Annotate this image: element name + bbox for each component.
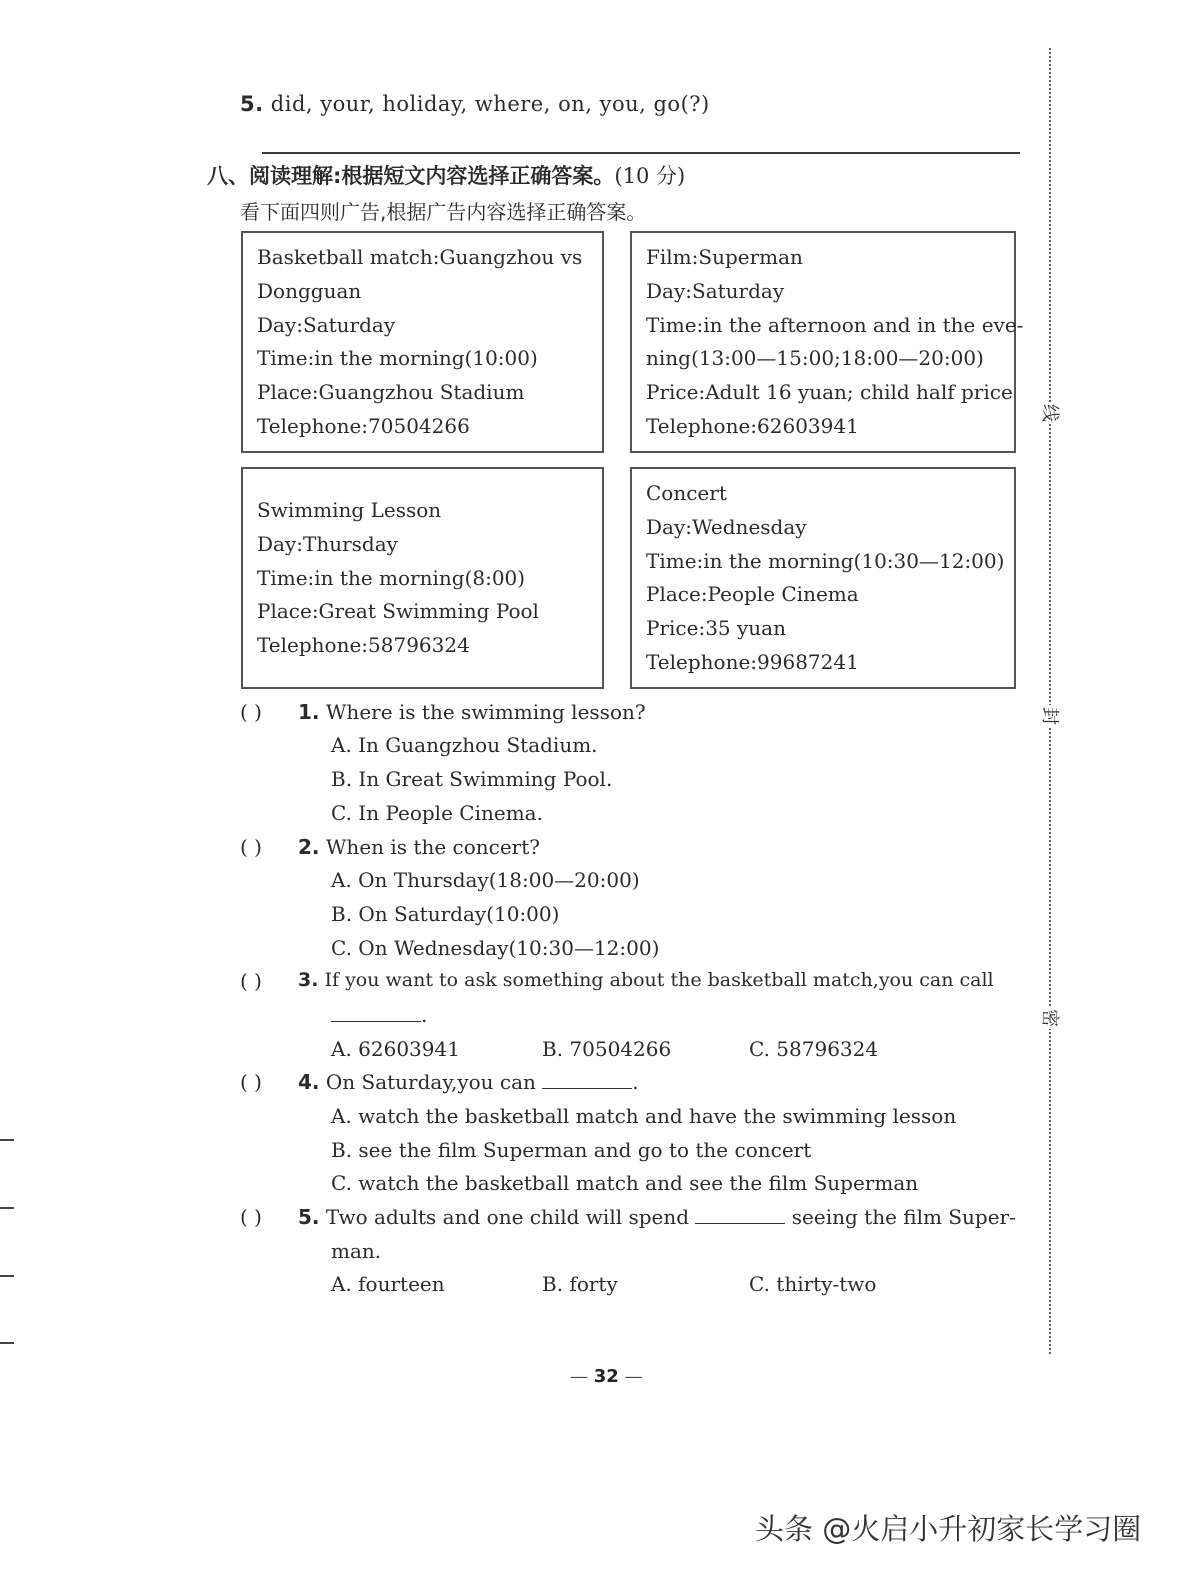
- ad-basketball: [241, 231, 604, 453]
- option-b: B. In Great Swimming Pool.: [331, 767, 613, 791]
- ad-film: [630, 231, 1024, 453]
- page-number: [570, 1366, 643, 1387]
- ad-line: Dongguan: [257, 278, 362, 303]
- question-text: On Saturday,you can: [325, 1070, 536, 1094]
- ad-line: Day:Thursday: [257, 531, 398, 556]
- question-text: When is the concert?: [325, 835, 540, 859]
- question-text: Where is the swimming lesson?: [325, 700, 646, 724]
- answer-bracket[interactable]: ( ): [240, 700, 262, 724]
- option-a: A. 62603941: [331, 1037, 460, 1061]
- question-text: If you want to ask something about the basketball match,you can call: [324, 969, 994, 991]
- option-a: A. fourteen: [331, 1272, 445, 1296]
- question-number: 5.: [298, 1205, 320, 1229]
- binding-char-secret: 密: [1038, 1007, 1064, 1029]
- ad-line: Swimming Lesson: [257, 498, 442, 522]
- previous-question-text: did, your, holiday, where, on, you, go(?): [270, 92, 710, 116]
- section-points: (10 分): [614, 164, 686, 188]
- ad-line: Place:Great Swimming Pool: [257, 599, 539, 624]
- option-c: C. On Wednesday(10:30—12:00): [331, 936, 660, 960]
- ad-line: Time:in the morning(8:00): [257, 565, 526, 590]
- question-2: [298, 835, 540, 859]
- answer-bracket[interactable]: ( ): [240, 1070, 262, 1094]
- fill-blank[interactable]: [542, 1070, 632, 1089]
- ad-line: Telephone:62603941: [646, 413, 859, 438]
- ad-line: Telephone:70504266: [257, 413, 470, 438]
- option-c: C. In People Cinema.: [331, 801, 543, 825]
- ad-line: Time:in the morning(10:30—12:00): [646, 548, 1005, 573]
- question-3: [298, 969, 994, 991]
- fill-blank[interactable]: [331, 1003, 421, 1022]
- question-text-2: seeing the film Super-: [791, 1205, 1016, 1229]
- binding-char-line: 线: [1038, 402, 1064, 424]
- ad-line: Time:in the afternoon and in the eve-: [646, 312, 1024, 337]
- answer-bracket[interactable]: ( ): [240, 1205, 262, 1229]
- ad-line: Concert: [646, 481, 727, 505]
- ad-swimming: [241, 467, 604, 689]
- option-c: C. watch the basketball match and see the film Superman: [331, 1171, 919, 1195]
- answer-line[interactable]: [262, 152, 1020, 154]
- question-number: 2.: [298, 835, 320, 859]
- ad-line: Day:Saturday: [646, 278, 785, 303]
- option-b: B. 70504266: [542, 1037, 672, 1061]
- ad-line: Day:Wednesday: [646, 514, 807, 539]
- ad-line: Film:Superman: [646, 245, 803, 269]
- answer-bracket[interactable]: ( ): [240, 835, 262, 859]
- option-a: A. watch the basketball match and have the swimming lesson: [331, 1104, 957, 1128]
- ad-line: Place:People Cinema: [646, 582, 859, 607]
- ad-line: Time:in the morning(10:00): [257, 346, 538, 371]
- question-4: [298, 1070, 639, 1094]
- question-text: Two adults and one child will spend: [325, 1205, 690, 1229]
- ad-line: Day:Saturday: [257, 312, 396, 337]
- margin-tick: [0, 1342, 14, 1344]
- page-number-dash: —: [618, 1366, 643, 1387]
- answer-bracket[interactable]: ( ): [240, 969, 262, 993]
- question-1: [298, 700, 646, 724]
- option-c: C. thirty-two: [749, 1272, 877, 1296]
- ad-line: Basketball match:Guangzhou vs: [257, 245, 583, 269]
- question-3-continuation: [331, 1003, 427, 1027]
- fill-blank[interactable]: [695, 1205, 785, 1224]
- section-instruction: 看下面四则广告,根据广告内容选择正确答案。: [240, 200, 647, 224]
- question-tail: .: [632, 1070, 639, 1094]
- margin-tick: [0, 1207, 14, 1209]
- margin-tick: [0, 1139, 14, 1141]
- margin-tick: [0, 1275, 14, 1277]
- previous-question: [240, 92, 710, 116]
- watermark: 头条 @火启小升初家长学习圈: [755, 1512, 1142, 1546]
- ad-line: Telephone:99687241: [646, 649, 859, 674]
- page-number-dash: —: [570, 1366, 594, 1387]
- question-5-continuation: man.: [331, 1239, 382, 1263]
- ad-line: Price:35 yuan: [646, 616, 786, 641]
- option-c: C. 58796324: [749, 1037, 879, 1061]
- ad-concert: [630, 467, 1016, 689]
- option-b: B. forty: [542, 1272, 618, 1296]
- option-b: B. see the film Superman and go to the concert: [331, 1138, 812, 1162]
- binding-char-seal: 封: [1038, 705, 1064, 727]
- ad-line: Telephone:58796324: [257, 633, 470, 658]
- question-number: 1.: [298, 700, 320, 724]
- question-number: 4.: [298, 1070, 320, 1094]
- binding-dotted-line: [1049, 48, 1051, 1354]
- question-tail: .: [421, 1003, 428, 1027]
- question-5: [298, 1205, 1016, 1229]
- ad-line: Price:Adult 16 yuan; child half price: [646, 380, 1013, 405]
- section-heading: [207, 160, 685, 190]
- section-heading-text: 八、阅读理解:根据短文内容选择正确答案。: [207, 164, 615, 188]
- option-a: A. In Guangzhou Stadium.: [331, 733, 598, 757]
- previous-question-number: 5.: [240, 92, 264, 116]
- option-b: B. On Saturday(10:00): [331, 902, 560, 926]
- ad-line: ning(13:00—15:00;18:00—20:00): [646, 346, 984, 371]
- option-a: A. On Thursday(18:00—20:00): [331, 868, 640, 892]
- page-number-value: 32: [593, 1366, 619, 1387]
- question-number: 3.: [298, 969, 319, 991]
- ad-line: Place:Guangzhou Stadium: [257, 380, 525, 405]
